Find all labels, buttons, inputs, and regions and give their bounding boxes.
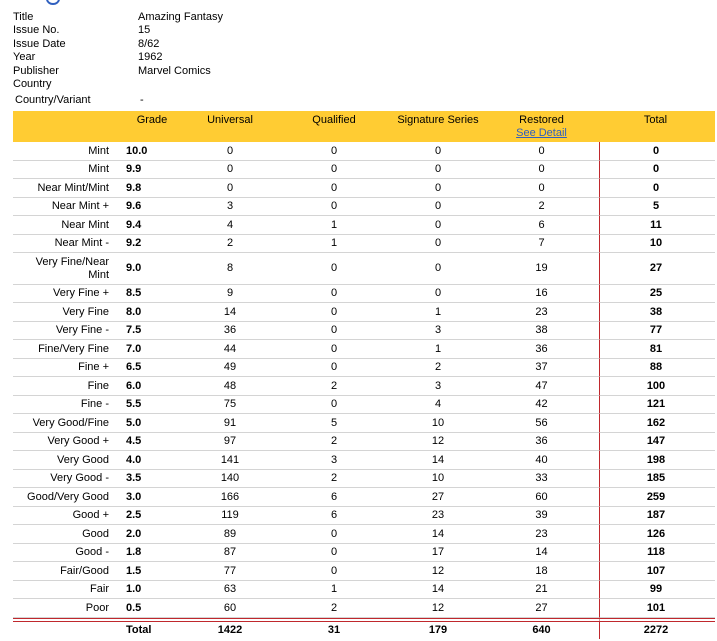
total-count: 101 [599,599,715,618]
signature-series-count: 14 [386,525,490,544]
grade-label: Fine - [13,396,117,415]
detail-label: Year [13,51,36,64]
universal-count: 60 [178,599,282,618]
restored-count: 33 [490,470,599,489]
census-row [13,396,715,415]
detail-row [13,51,223,64]
census-row [13,235,715,254]
census-row [13,562,715,581]
grade-label: Good + [13,507,117,526]
census-row [13,581,715,600]
grade-value: 7.0 [117,340,178,359]
restored-count: 2 [490,198,599,217]
census-row [13,544,715,563]
restored-count: 23 [490,303,599,322]
country-variant-value: - [140,94,144,106]
grade-label: Very Good - [13,470,117,489]
signature-series-count: 0 [386,285,490,304]
restored-count: 21 [490,581,599,600]
restored-count: 16 [490,285,599,304]
total-count: 99 [599,581,715,600]
grade-label: Very Good/Fine [13,414,117,433]
header-total: Total [599,111,715,142]
universal-count: 63 [178,581,282,600]
grade-label: Mint [13,142,117,161]
detail-label: Issue No. [13,24,60,37]
signature-series-count: 4 [386,396,490,415]
restored-count: 42 [490,396,599,415]
census-row [13,433,715,452]
total-blank-cell [13,618,117,640]
restored-count: 36 [490,340,599,359]
total-count: 187 [599,507,715,526]
grade-value: 3.5 [117,470,178,489]
total-count: 118 [599,544,715,563]
issue-details [13,11,223,91]
universal-count: 4 [178,216,282,235]
restored-count: 23 [490,525,599,544]
restored-count: 7 [490,235,599,254]
qualified-count: 0 [282,562,386,581]
universal-count: 49 [178,359,282,378]
grade-value: 0.5 [117,599,178,618]
grade-value: 9.8 [117,179,178,198]
census-total-row [13,618,715,640]
signature-series-count: 0 [386,161,490,180]
grade-value: 9.2 [117,235,178,254]
grade-label: Fine [13,377,117,396]
restored-count: 39 [490,507,599,526]
signature-series-count: 23 [386,507,490,526]
restored-count: 27 [490,599,599,618]
census-row [13,599,715,618]
total-count: 0 [599,161,715,180]
country-variant-row [15,94,144,107]
total-count: 0 [599,179,715,198]
detail-row [13,24,223,37]
grade-value: 6.0 [117,377,178,396]
qualified-count: 0 [282,525,386,544]
restored-count: 0 [490,179,599,198]
census-row [13,377,715,396]
census-row [13,179,715,198]
total-count: 77 [599,322,715,341]
restored-count: 38 [490,322,599,341]
grade-value: 8.5 [117,285,178,304]
grade-value: 10.0 [117,142,178,161]
universal-count: 36 [178,322,282,341]
grade-label: Fair/Good [13,562,117,581]
census-body [13,142,715,618]
qualified-count: 1 [282,216,386,235]
total-count: 107 [599,562,715,581]
grade-label: Good - [13,544,117,563]
grade-value: 9.4 [117,216,178,235]
grade-value: 4.5 [117,433,178,452]
universal-count: 87 [178,544,282,563]
total-count: 5 [599,198,715,217]
total-count: 88 [599,359,715,378]
grade-label: Near Mint/Mint [13,179,117,198]
census-row [13,414,715,433]
grade-value: 8.0 [117,303,178,322]
signature-series-count: 2 [386,359,490,378]
qualified-count: 2 [282,433,386,452]
grade-value: 1.0 [117,581,178,600]
universal-total: 1422 [178,618,282,640]
census-row [13,470,715,489]
grade-label: Very Fine/Near Mint [13,253,117,285]
grade-value: 5.0 [117,414,178,433]
total-count: 100 [599,377,715,396]
signature-series-count: 12 [386,562,490,581]
header-restored-label: Restored [519,114,564,126]
qualified-count: 2 [282,599,386,618]
signature-series-total: 179 [386,618,490,640]
total-count: 11 [599,216,715,235]
detail-label: Publisher [13,64,59,77]
total-count: 121 [599,396,715,415]
signature-series-count: 10 [386,414,490,433]
total-label: Total [117,618,178,640]
total-count: 0 [599,142,715,161]
universal-count: 14 [178,303,282,322]
universal-count: 48 [178,377,282,396]
detail-label: Country [13,77,52,90]
detail-value: 15 [138,24,151,37]
qualified-count: 0 [282,396,386,415]
country-variant-label: Country/Variant [15,94,91,106]
universal-count: 2 [178,235,282,254]
signature-series-count: 0 [386,179,490,198]
universal-count: 119 [178,507,282,526]
signature-series-count: 1 [386,303,490,322]
universal-count: 0 [178,161,282,180]
signature-series-count: 27 [386,488,490,507]
restored-count: 36 [490,433,599,452]
signature-series-count: 0 [386,253,490,285]
universal-count: 9 [178,285,282,304]
total-count: 38 [599,303,715,322]
restored-count: 0 [490,142,599,161]
total-count: 10 [599,235,715,254]
universal-count: 141 [178,451,282,470]
detail-row [13,38,223,51]
header-qualified: Qualified [282,111,386,142]
total-count: 27 [599,253,715,285]
detail-row [13,65,223,78]
grade-value: 3.0 [117,488,178,507]
grade-label: Fine + [13,359,117,378]
detail-label: Issue Date [13,37,66,50]
grade-label: Fine/Very Fine [13,340,117,359]
universal-count: 140 [178,470,282,489]
restored-count: 40 [490,451,599,470]
restored-count: 56 [490,414,599,433]
census-row [13,340,715,359]
universal-count: 97 [178,433,282,452]
total-count: 147 [599,433,715,452]
qualified-count: 6 [282,488,386,507]
qualified-count: 0 [282,179,386,198]
census-row [13,142,715,161]
qualified-count: 0 [282,198,386,217]
total-count: 162 [599,414,715,433]
grade-label: Very Fine - [13,322,117,341]
census-row [13,216,715,235]
signature-series-count: 12 [386,433,490,452]
grade-label: Mint [13,161,117,180]
qualified-count: 3 [282,451,386,470]
qualified-count: 0 [282,142,386,161]
universal-count: 0 [178,142,282,161]
signature-series-count: 0 [386,142,490,161]
qualified-count: 5 [282,414,386,433]
grand-total: 2272 [599,618,715,640]
header-blank-cell [13,111,117,142]
grade-value: 6.5 [117,359,178,378]
total-count: 185 [599,470,715,489]
grade-label: Good/Very Good [13,488,117,507]
census-row [13,303,715,322]
universal-count: 3 [178,198,282,217]
census-row [13,525,715,544]
signature-series-count: 14 [386,581,490,600]
total-count: 198 [599,451,715,470]
grade-value: 9.0 [117,253,178,285]
census-row [13,198,715,217]
restored-count: 6 [490,216,599,235]
total-count: 126 [599,525,715,544]
qualified-count: 0 [282,359,386,378]
universal-count: 8 [178,253,282,285]
universal-count: 166 [178,488,282,507]
header-restored [490,111,599,142]
grade-value: 9.9 [117,161,178,180]
signature-series-count: 10 [386,470,490,489]
census-row [13,451,715,470]
restored-total: 640 [490,618,599,640]
restored-count: 37 [490,359,599,378]
qualified-count: 0 [282,322,386,341]
detail-value: Marvel Comics [138,64,211,77]
universal-count: 0 [178,179,282,198]
qualified-total: 31 [282,618,386,640]
grade-label: Poor [13,599,117,618]
qualified-count: 0 [282,544,386,563]
cropped-blue-icon [46,0,60,5]
census-row [13,285,715,304]
signature-series-count: 1 [386,340,490,359]
qualified-count: 0 [282,253,386,285]
grade-value: 4.0 [117,451,178,470]
census-row [13,507,715,526]
detail-value: 8/62 [138,37,160,50]
census-row [13,253,715,285]
census-row [13,322,715,341]
header-universal: Universal [178,111,282,142]
signature-series-count: 3 [386,322,490,341]
restored-count: 47 [490,377,599,396]
detail-label: Title [13,11,34,23]
detail-row [13,78,223,91]
total-count: 81 [599,340,715,359]
universal-count: 91 [178,414,282,433]
signature-series-count: 17 [386,544,490,563]
qualified-count: 0 [282,303,386,322]
signature-series-count: 14 [386,451,490,470]
restored-count: 14 [490,544,599,563]
total-count: 259 [599,488,715,507]
grade-label: Near Mint + [13,198,117,217]
universal-count: 75 [178,396,282,415]
universal-count: 44 [178,340,282,359]
grade-value: 1.8 [117,544,178,563]
grade-label: Near Mint - [13,235,117,254]
restored-count: 19 [490,253,599,285]
census-header-row [13,111,715,142]
detail-row [13,11,223,24]
restored-count: 60 [490,488,599,507]
detail-value: Amazing Fantasy [138,11,223,23]
grade-label: Fair [13,581,117,600]
qualified-count: 0 [282,340,386,359]
census-table [13,111,715,639]
grade-value: 5.5 [117,396,178,415]
census-row [13,161,715,180]
grade-label: Very Good + [13,433,117,452]
grade-value: 2.5 [117,507,178,526]
qualified-count: 0 [282,285,386,304]
grade-label: Very Good [13,451,117,470]
signature-series-count: 12 [386,599,490,618]
grade-label: Very Fine + [13,285,117,304]
universal-count: 89 [178,525,282,544]
grade-value: 2.0 [117,525,178,544]
grade-value: 1.5 [117,562,178,581]
detail-value: 1962 [138,51,163,64]
qualified-count: 2 [282,470,386,489]
total-count: 25 [599,285,715,304]
qualified-count: 1 [282,581,386,600]
restored-count: 0 [490,161,599,180]
qualified-count: 2 [282,377,386,396]
signature-series-count: 0 [386,198,490,217]
universal-count: 77 [178,562,282,581]
header-signature-series: Signature Series [386,111,490,142]
see-detail-link[interactable]: See Detail [516,127,567,139]
census-row [13,359,715,378]
header-grade: Grade [117,111,178,142]
signature-series-count: 0 [386,216,490,235]
grade-label: Good [13,525,117,544]
grade-label: Very Fine [13,303,117,322]
qualified-count: 0 [282,161,386,180]
grade-value: 9.6 [117,198,178,217]
qualified-count: 6 [282,507,386,526]
signature-series-count: 0 [386,235,490,254]
census-row [13,488,715,507]
restored-count: 18 [490,562,599,581]
qualified-count: 1 [282,235,386,254]
signature-series-count: 3 [386,377,490,396]
grade-value: 7.5 [117,322,178,341]
grade-label: Near Mint [13,216,117,235]
